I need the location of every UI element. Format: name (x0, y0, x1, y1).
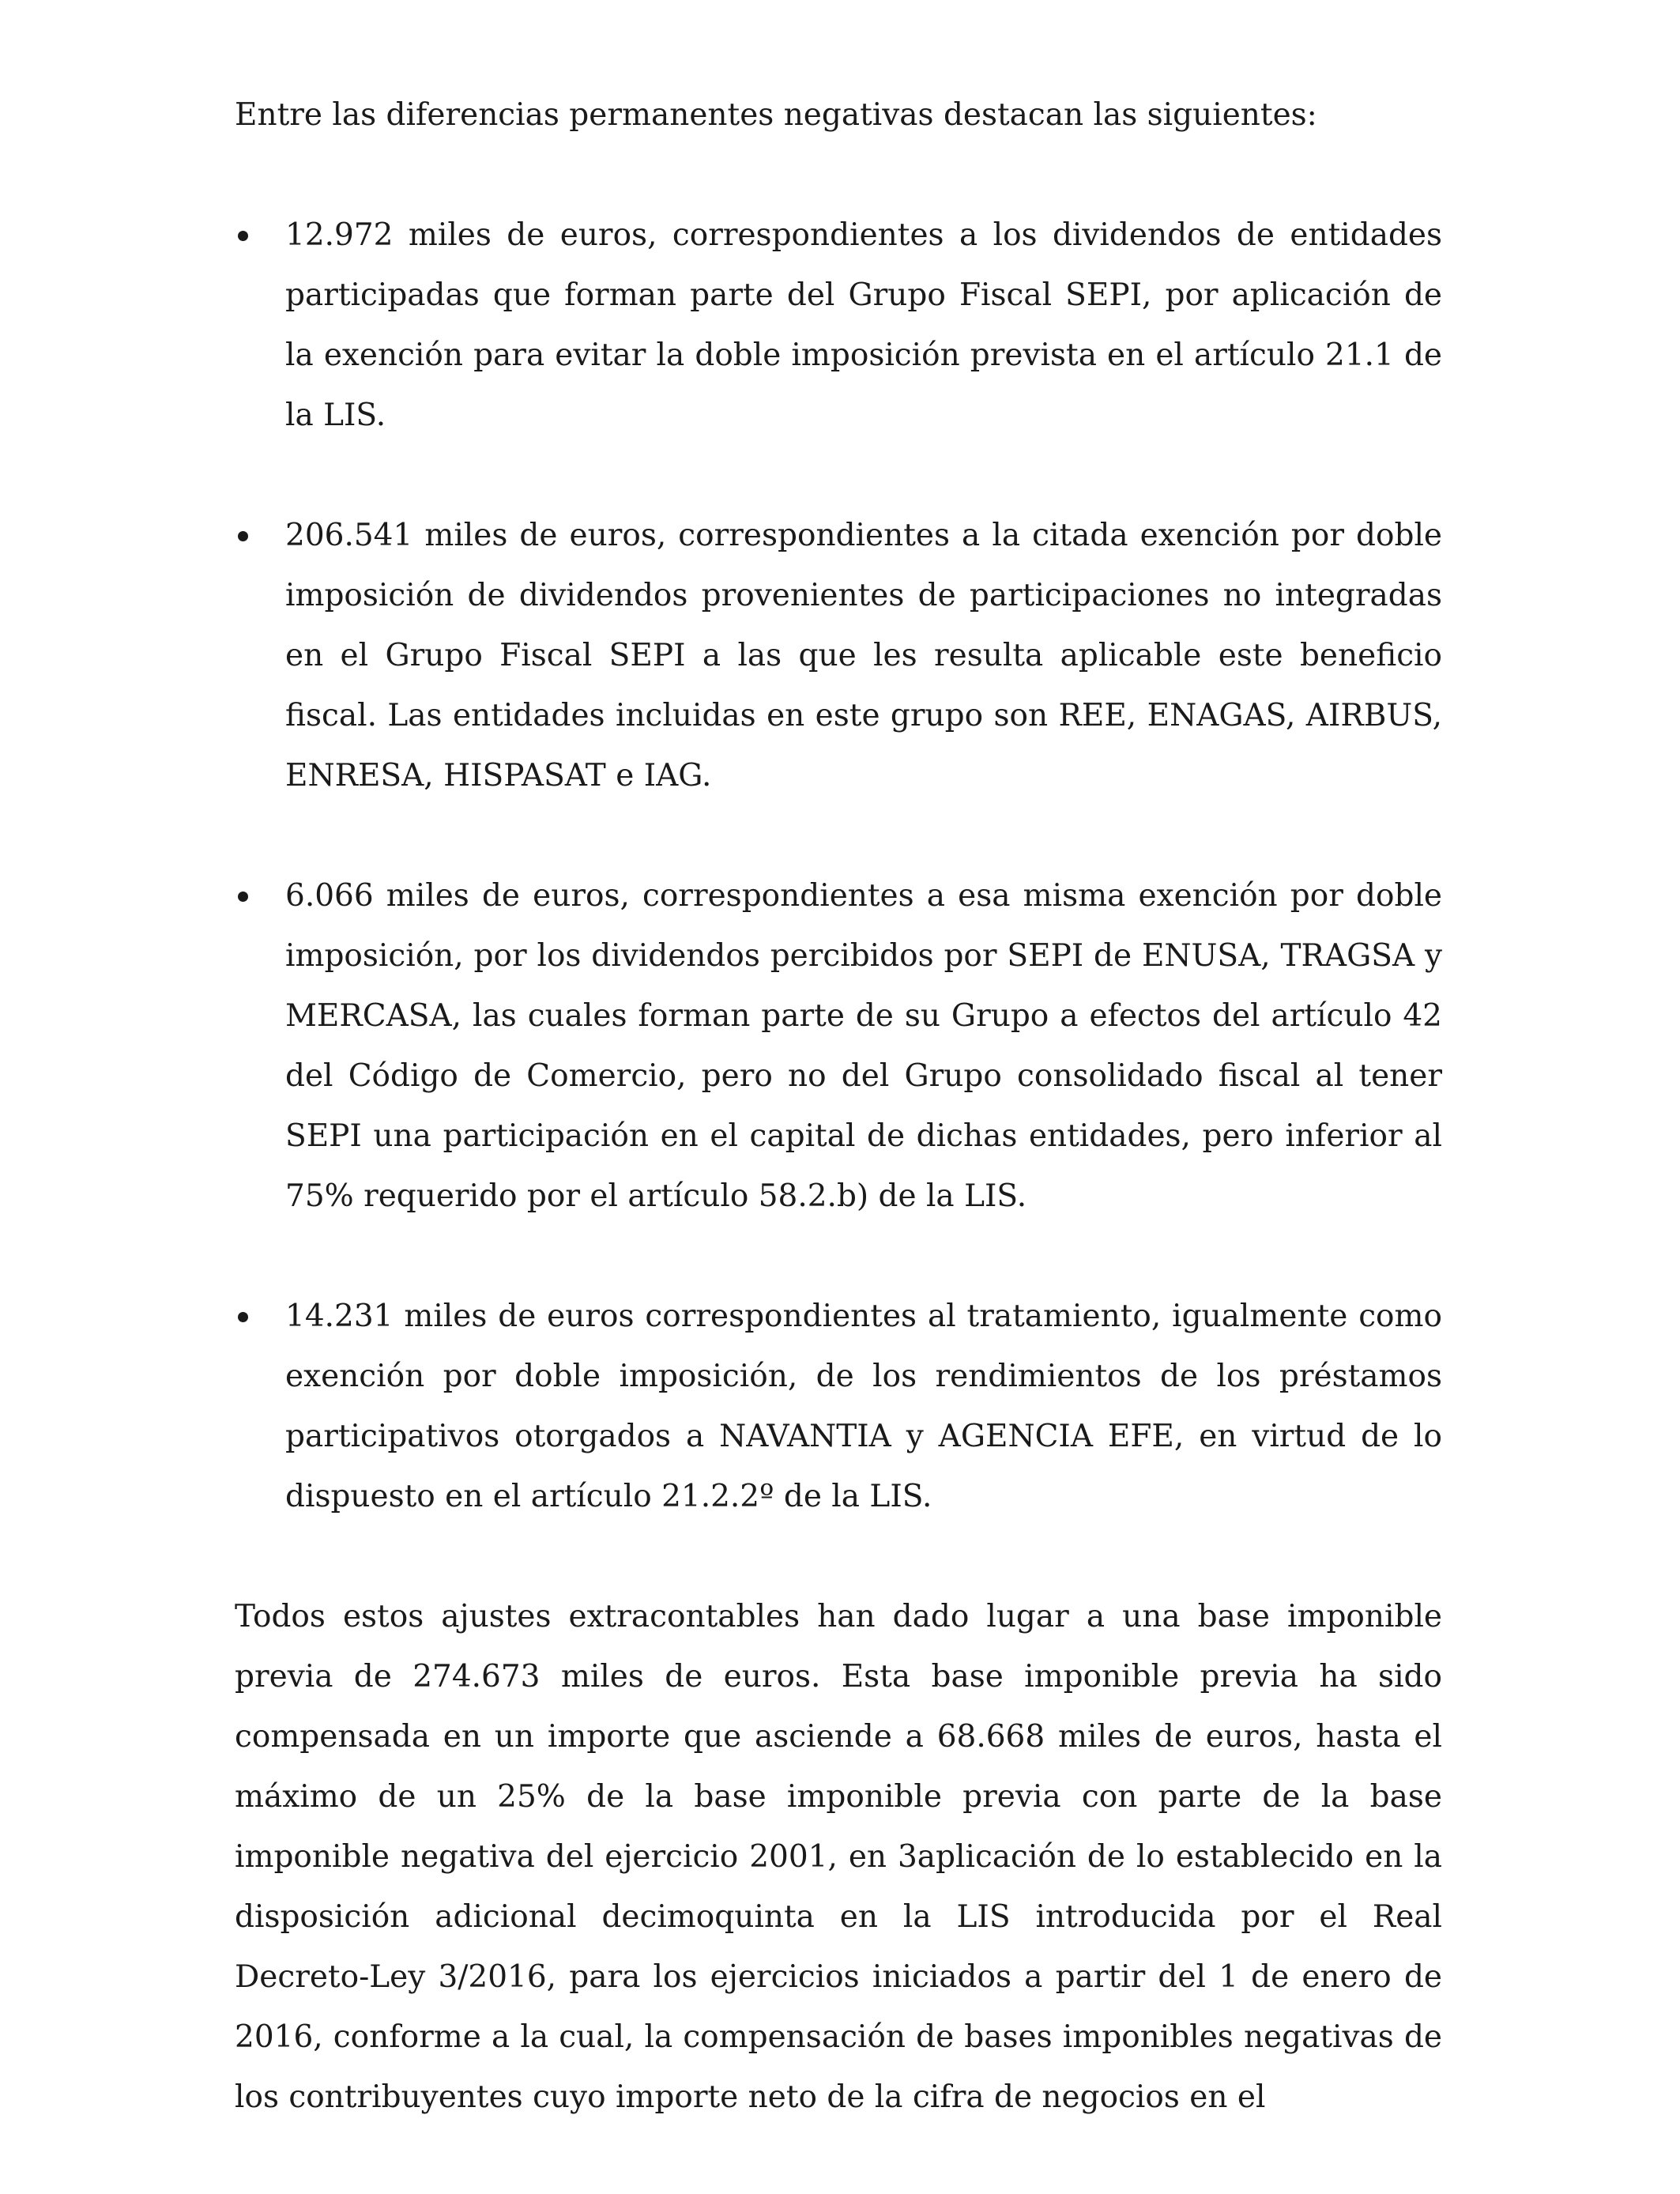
bullet-item (235, 1287, 1442, 1527)
bullet-dot-icon (238, 231, 248, 241)
bullet-text: 6.066 miles de euros, correspondientes a esa misma exención por doble imposición, por los dividendos percibidos por SEPI de ENUSA, TRAGSA y MERCASA, las cuales forman parte de su Grupo a efectos del artículo 42 del Código de Comercio, pero no del Grupo consolidado fiscal al tener SEPI una participación en el capital de dichas entidades, pero inferior al 75% requerido por el artículo 58.2.b) de la LIS. (285, 878, 1442, 1214)
bullet-list (235, 205, 1442, 1527)
intro-paragraph: Entre las diferencias permanentes negativas destacan las siguientes: (235, 97, 1317, 133)
bullet-item (235, 205, 1442, 446)
page-content (235, 85, 1442, 2128)
summary-paragraph: Todos estos ajustes extracontables han dado lugar a una base imponible previa de 274.673 miles de euros. Esta base imponible previa ha sido compensada en un importe que asciende a 68.668 miles de euros, hasta el máximo de un 25% de la base imponible previa con parte de la base imponible negativa del ejercicio 2001, en 3aplicación de lo establecido en la disposición adicional decimoquinta en la LIS introducida por el Real Decreto-Ley 3/2016, para los ejercicios iniciados a partir del 1 de enero de 2016, conforme a la cual, la compensación de bases imponibles negativas de los contribuyentes cuyo importe neto de la cifra de negocios en el (235, 1599, 1442, 2115)
bullet-dot-icon (238, 1312, 248, 1322)
bullet-text: 206.541 miles de euros, correspondientes a la citada exención por doble imposición de dividendos provenientes de participaciones no integradas en el Grupo Fiscal SEPI a las que les resulta aplicable este beneficio fiscal. Las entidades incluidas en este grupo son REE, ENAGAS, AIRBUS, ENRESA, HISPASAT e IAG. (285, 518, 1442, 794)
bullet-dot-icon (238, 892, 248, 902)
bullet-text: 14.231 miles de euros correspondientes al tratamiento, igualmente como exención por doble imposición, de los rendimientos de los préstamos participativos otorgados a NAVANTIA y AGENCIA EFE, en virtud de lo dispuesto en el artículo 21.2.2º de la LIS. (285, 1299, 1442, 1514)
bullet-item (235, 866, 1442, 1227)
bullet-item (235, 506, 1442, 806)
bullet-text: 12.972 miles de euros, correspondientes a los dividendos de entidades participadas que forman parte del Grupo Fiscal SEPI, por aplicación de la exención para evitar la doble imposición prevista en el artículo 21.1 de la LIS. (285, 217, 1442, 433)
bullet-dot-icon (238, 531, 248, 541)
